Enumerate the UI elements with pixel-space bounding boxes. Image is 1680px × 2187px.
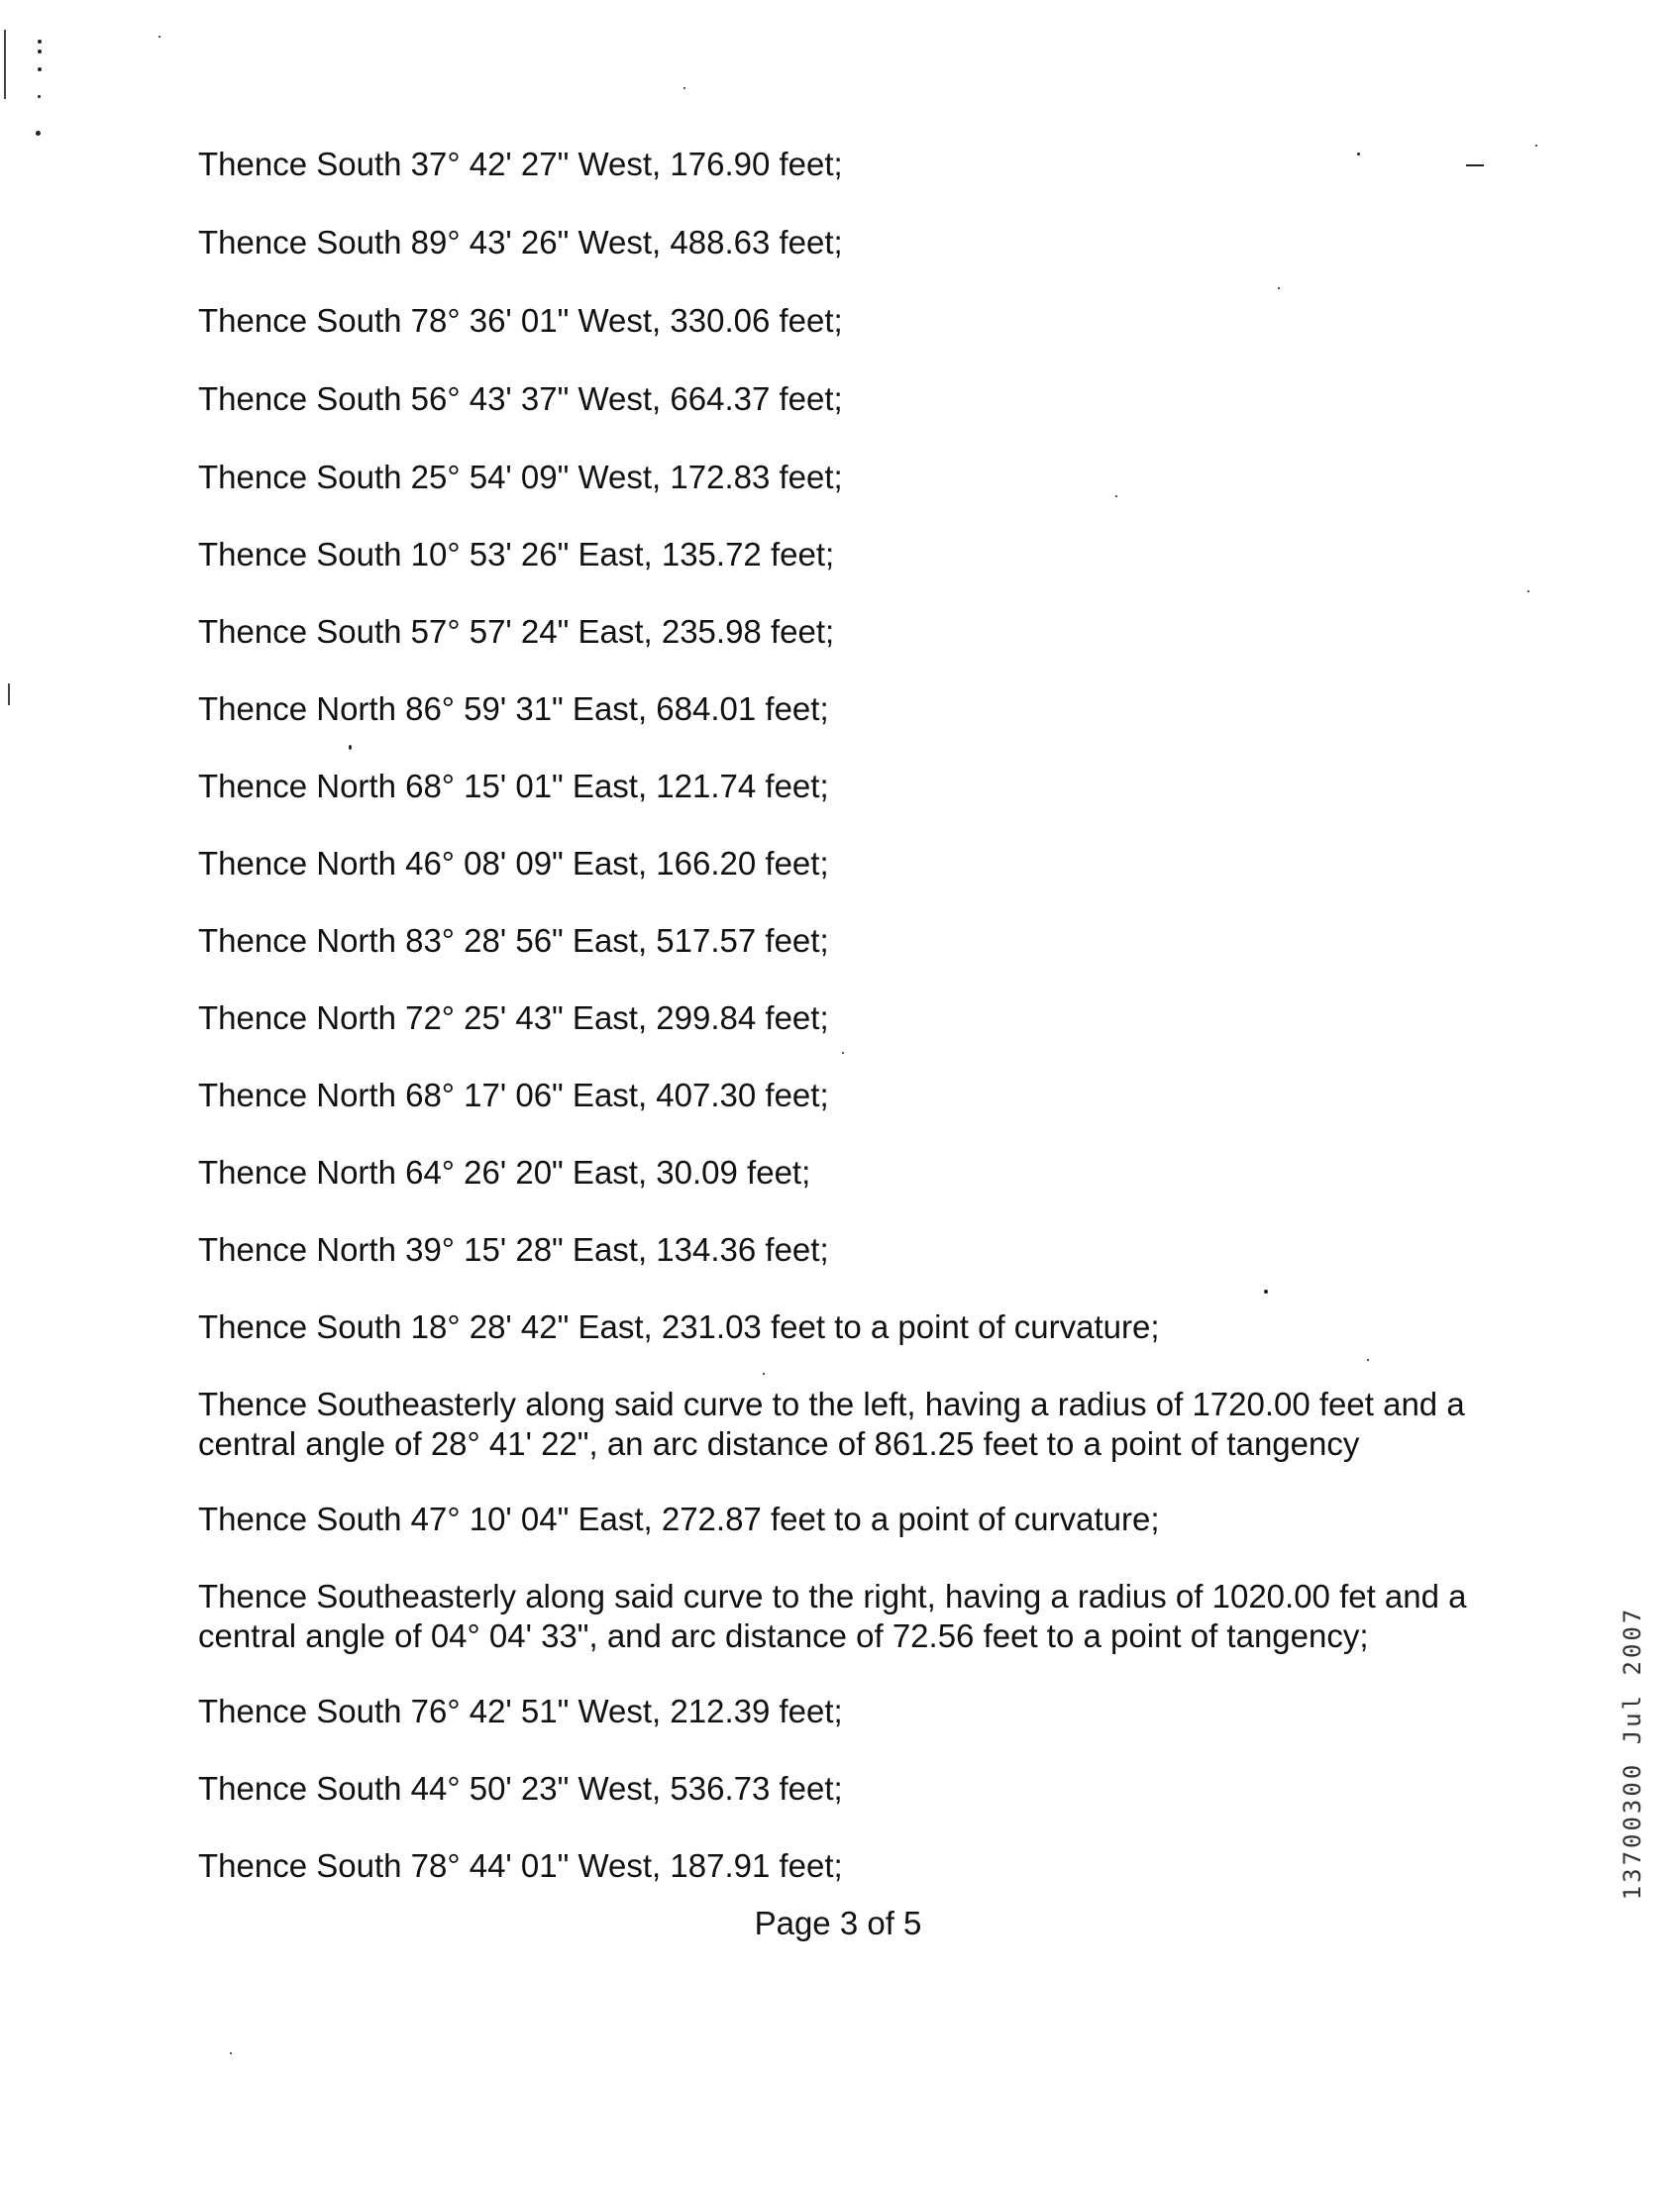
scan-speck <box>36 131 41 136</box>
scan-speck <box>230 2052 232 2054</box>
scan-artifact-bar <box>8 683 10 705</box>
scan-speck <box>842 1052 844 1054</box>
page-number-label: Page 3 of 5 <box>754 1905 922 1941</box>
course-line: Thence North 39° 15' 28" East, 134.36 feet; <box>198 1231 829 1268</box>
course-line: Thence North 68° 15' 01" East, 121.74 feet; <box>198 768 829 804</box>
course-line: Thence South 25° 54' 09" West, 172.83 feet; <box>198 459 843 495</box>
scan-artifact-bar <box>4 30 6 99</box>
scan-speck <box>1278 287 1280 289</box>
course-line: Thence South 18° 28' 42" East, 231.03 feet to a point of curvature; <box>198 1308 1160 1345</box>
scan-speck <box>158 36 160 38</box>
course-line: Thence South 37° 42' 27" West, 176.90 feet; <box>198 146 843 182</box>
scan-speck <box>349 745 352 750</box>
course-line: Thence South 57° 57' 24" East, 235.98 feet; <box>198 613 835 650</box>
curve-course-paragraph: Thence Southeasterly along said curve to the left, having a radius of 1720.00 feet and a central angle of 28° 41' 22", an arc distance of 861.25 feet to a point of tangency <box>198 1386 1465 1462</box>
scan-speck <box>38 40 42 44</box>
course-line: Thence South 78° 44' 01" West, 187.91 feet; <box>198 1847 843 1884</box>
course-line: Thence North 64° 26' 20" East, 30.09 feet; <box>198 1154 811 1191</box>
course-line: Thence North 86° 59' 31" East, 684.01 feet; <box>198 690 829 727</box>
course-line: Thence North 68° 17' 06" East, 407.30 feet; <box>198 1077 829 1113</box>
course-line: Thence South 56° 43' 37" West, 664.37 feet; <box>198 380 843 417</box>
course-line: Thence South 47° 10' 04" East, 272.87 feet to a point of curvature; <box>198 1501 1160 1537</box>
course-line: Thence South 44° 50' 23" West, 536.73 feet; <box>198 1770 843 1807</box>
scan-speck <box>38 67 42 71</box>
course-line: Thence North 83° 28' 56" East, 517.57 feet; <box>198 922 829 959</box>
scan-speck <box>1527 590 1529 592</box>
recording-stamp-text: 13700300 Jul 2007 <box>1619 1606 1646 1901</box>
scan-speck <box>1367 1359 1369 1361</box>
recording-stamp <box>1613 1575 1652 1931</box>
course-line: Thence South 76° 42' 51" West, 212.39 feet; <box>198 1693 843 1729</box>
page-number-footer <box>0 1904 1680 1943</box>
scan-speck <box>683 87 685 89</box>
course-line: Thence North 46° 08' 09" East, 166.20 feet; <box>198 845 829 882</box>
scan-speck <box>1535 145 1537 147</box>
curve-course-paragraph: Thence Southeasterly along said curve to the right, having a radius of 1020.00 fet and a central angle of 04° 04' 33", and arc distance of 72.56 feet to a point of tangency; <box>198 1578 1467 1654</box>
scan-speck <box>38 95 41 98</box>
scan-speck <box>763 1373 765 1375</box>
scan-speck <box>1264 1290 1268 1294</box>
course-line: Thence South 78° 36' 01" West, 330.06 feet; <box>198 302 843 339</box>
course-line: Thence South 89° 43' 26" West, 488.63 feet; <box>198 224 843 260</box>
course-line: Thence North 72° 25' 43" East, 299.84 feet; <box>198 999 829 1036</box>
scan-speck <box>38 50 42 53</box>
course-line: Thence South 10° 53' 26" East, 135.72 feet; <box>198 536 835 573</box>
